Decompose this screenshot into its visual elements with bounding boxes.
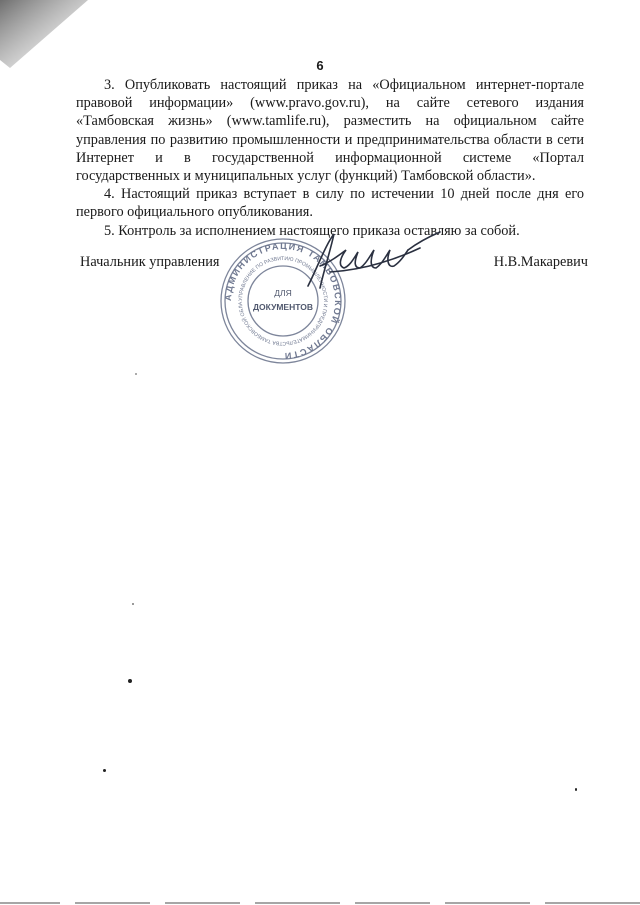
stamp-inner-text: УПРАВЛЕНИЕ ПО РАЗВИТИЮ ПРОМЫШЛЕННОСТИ И ПРЕДПРИНИМАТЕЛЬСТВА ТАМБОВСКОЙ ОБЛА — [237, 255, 329, 347]
signatory-name: Н.В.Макаревич — [493, 254, 588, 270]
paragraph-publish: 3. Опубликовать настоящий приказ на «Официальном интернет-портале правовой информации» (www.pravo.gov.ru), на сайте сетевого издания «Тамбовская жизнь» (www.tamlife.ru), разместить на официальном сайте управления по развитию промышленности и предпринимательства области в сети Интернет и в государственной информационной системе «Портал государственных и муниципальных услуг (функций) Тамбовской области». — [76, 77, 584, 185]
scan-speck — [128, 679, 132, 683]
signatory-title: Начальник управления — [80, 254, 220, 270]
scan-speck — [103, 769, 106, 772]
stamp-center-bottom: ДОКУМЕНТОВ — [253, 302, 313, 312]
paragraph-control: 5. Контроль за исполнением настоящего приказа оставляю за собой. — [104, 222, 520, 239]
page-number: 6 — [316, 58, 324, 73]
scan-bottom-edge — [0, 899, 640, 905]
stamp-center-top: ДЛЯ — [274, 288, 292, 298]
stamp-outer-text: АДМИНИСТРАЦИЯ ТАМБОВСКОЙ ОБЛАСТИ — [222, 240, 344, 362]
document-body — [76, 76, 584, 240]
scan-speck — [132, 603, 134, 605]
paragraph-effective-date: 4. Настоящий приказ вступает в силу по истечении 10 дней после дня его первого официального опубликования. — [76, 186, 584, 221]
scan-speck — [135, 373, 137, 375]
scan-speck — [575, 788, 577, 791]
handwritten-signature — [300, 226, 450, 296]
